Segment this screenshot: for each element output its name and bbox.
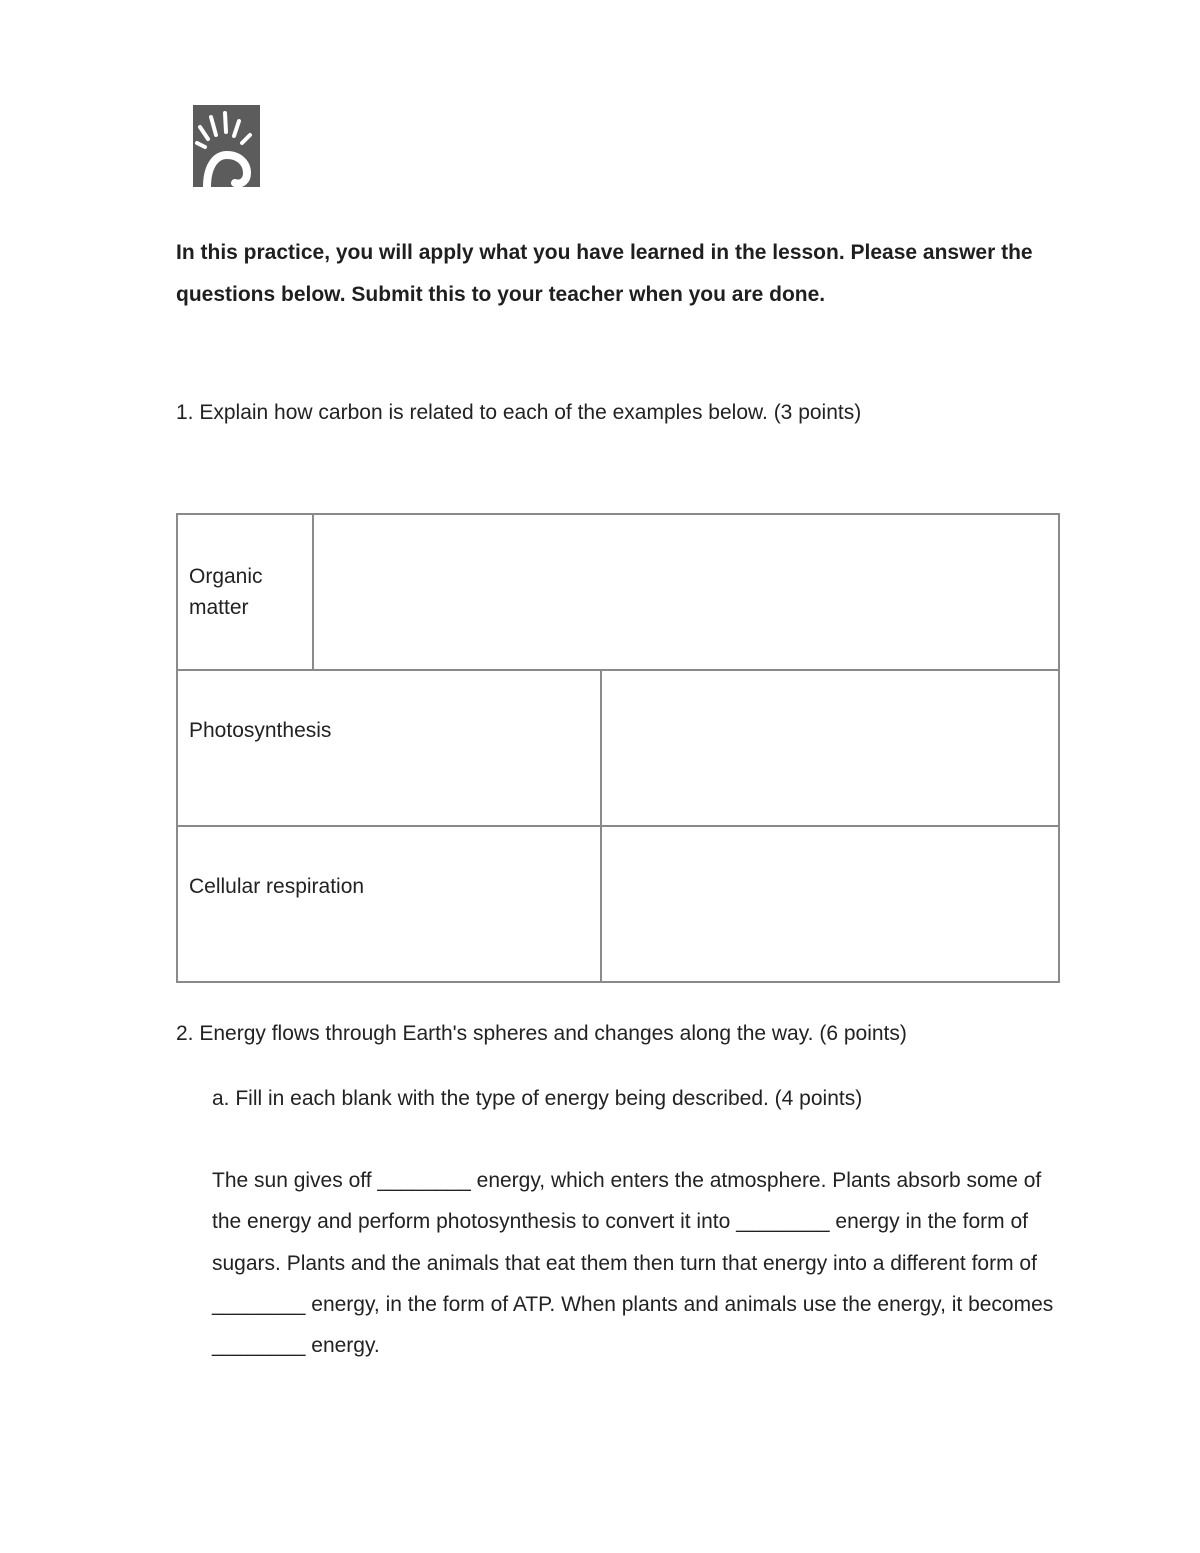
table-row-photosynthesis — [178, 671, 1058, 827]
table-row-organic-matter — [178, 515, 1058, 671]
row-label-text: Cellular respiration — [189, 875, 365, 898]
question-1-prompt: 1. Explain how carbon is related to each of the examples below. (3 points) — [176, 401, 862, 424]
row-label — [178, 515, 314, 669]
carbon-examples-table — [176, 513, 1060, 983]
question-2a-prompt: a. Fill in each blank with the type of energy being described. (4 points) — [212, 1087, 863, 1110]
fill-in-the-blank-passage[interactable]: The sun gives off ________ energy, which enters the atmosphere. Plants absorb some of the energy and perform photosynthesis to convert it into ________ energy in the form of sugars. Plants and the animals that eat them then turn that energy into a different form of ________ energy, in the form of ATP. When plants and animals use the energy, it becomes ________ energy. — [212, 1169, 1054, 1358]
answer-cell-organic-matter[interactable] — [314, 515, 1058, 669]
row-label — [178, 827, 602, 981]
question-2-prompt: 2. Energy flows through Earth's spheres and changes along the way. (6 points) — [176, 1022, 907, 1045]
instructions-text: In this practice, you will apply what you have learned in the lesson. Please answer the questions below. Submit this to your teacher when you are done. — [176, 241, 1033, 306]
row-label-text: Organic matter — [189, 565, 263, 619]
table-row-cellular-respiration — [178, 827, 1058, 981]
row-label-text: Photosynthesis — [189, 719, 332, 742]
answer-cell-cellular-respiration[interactable] — [602, 827, 1058, 981]
sun-hand-logo-icon — [193, 105, 260, 187]
row-label — [178, 671, 602, 825]
answer-cell-photosynthesis[interactable] — [602, 671, 1058, 825]
